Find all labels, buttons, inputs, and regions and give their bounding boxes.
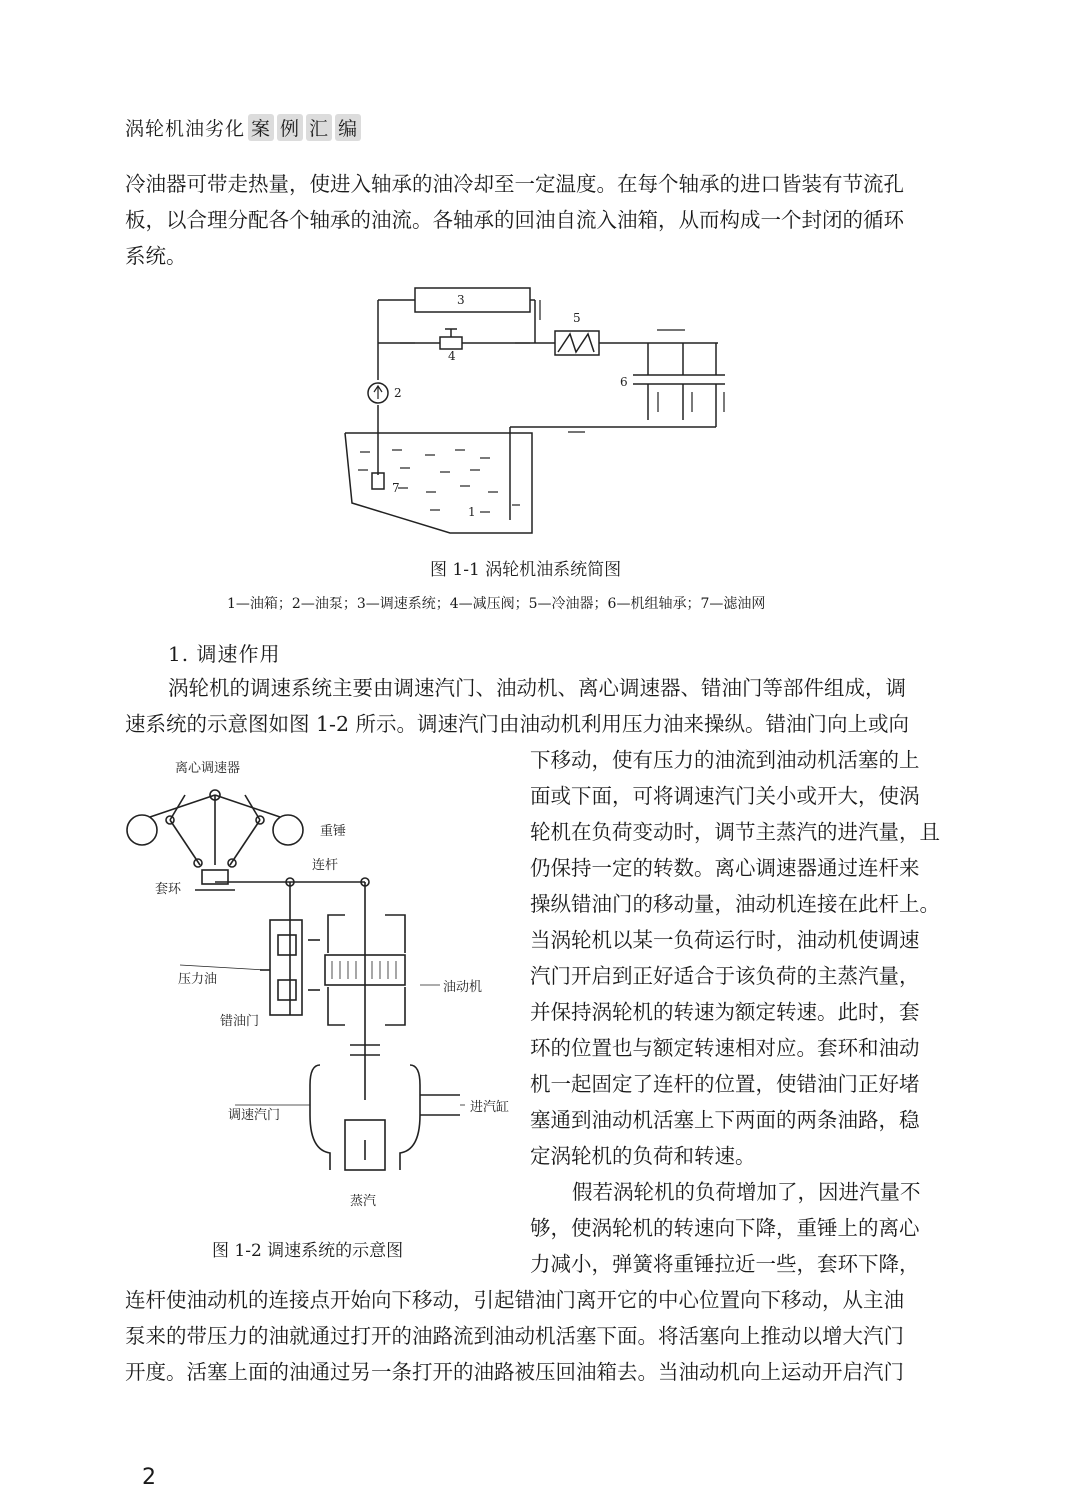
body-line: 机一起固定了连杆的位置，使错油门正好堵 bbox=[530, 1072, 920, 1096]
body-line: 操纵错油门的移动量，油动机连接在此杆上。 bbox=[530, 892, 940, 916]
figure-oil-system-diagram bbox=[330, 280, 750, 545]
label-weight: 重锤 bbox=[320, 824, 347, 839]
label-steam: 蒸汽 bbox=[350, 1194, 377, 1209]
oil-tank bbox=[345, 433, 532, 533]
book-title-boxed-char: 汇 bbox=[306, 114, 332, 141]
book-title-boxed-char: 编 bbox=[335, 114, 361, 141]
governor-box bbox=[415, 288, 530, 312]
intro-line: 系统。 bbox=[125, 244, 187, 268]
page-number: 2 bbox=[142, 1465, 156, 1490]
body-line: 下移动，使有压力的油流到油动机活塞的上 bbox=[530, 748, 920, 772]
label-link: 连杆 bbox=[312, 858, 339, 873]
intro-line: 冷油器可带走热量，使进入轴承的油冷却至一定温度。在每个轴承的进口皆装有节流孔 bbox=[125, 172, 904, 196]
oil-filter bbox=[372, 473, 384, 489]
body-line: 够，使涡轮机的转速向下降，重锤上的离心 bbox=[530, 1216, 920, 1240]
figure1-label-6: 6 bbox=[620, 375, 628, 389]
figure1-label-2: 2 bbox=[394, 386, 402, 400]
body-line: 当涡轮机以某一负荷运行时，油动机使调速 bbox=[530, 928, 920, 952]
body-line: 轮机在负荷变动时，调节主蒸汽的进汽量，且 bbox=[530, 820, 940, 844]
label-servo: 油动机 bbox=[443, 980, 483, 995]
book-title: 涡轮机油劣化 bbox=[125, 118, 246, 140]
figure1-legend: 1—油箱；2—油泵；3—调速系统；4—减压阀；5—冷油器；6—机组轴承；7—滤油网 bbox=[227, 596, 766, 612]
label-collar: 套环 bbox=[155, 882, 182, 897]
body-line: 泵来的带压力的油就通过打开的油路流到油动机活塞下面。将活塞向上推动以增大汽门 bbox=[125, 1324, 904, 1348]
label-pilot-valve: 错油门 bbox=[220, 1014, 260, 1029]
figure1-label-5: 5 bbox=[573, 311, 581, 325]
figure1-caption: 图 1-1 涡轮机油系统简图 bbox=[430, 560, 622, 580]
label-pressure-oil: 压力油 bbox=[178, 972, 218, 987]
body-line: 汽门开启到正好适合于该负荷的主蒸汽量， bbox=[530, 964, 920, 988]
body-line: 环的位置也与额定转速相对应。套环和油动 bbox=[530, 1036, 920, 1060]
body-line: 塞通到油动机活塞上下两面的两条油路，稳 bbox=[530, 1108, 920, 1132]
figure-governing-system-diagram bbox=[120, 755, 520, 1215]
body-line: 定涡轮机的负荷和转速。 bbox=[530, 1144, 756, 1168]
body-line: 速系统的示意图如图 1-2 所示。调速汽门由油动机利用压力油来操纵。错油门向上或向 bbox=[125, 712, 910, 736]
book-title-boxed-char: 例 bbox=[277, 114, 303, 141]
figure2-caption: 图 1-2 调速系统的示意图 bbox=[212, 1241, 404, 1261]
figure1-label-1: 1 bbox=[468, 505, 476, 519]
label-control-valve: 调速汽门 bbox=[228, 1108, 281, 1123]
body-line: 并保持涡轮机的转速为额定转速。此时，套 bbox=[530, 1000, 920, 1024]
label-governor: 离心调速器 bbox=[175, 761, 241, 776]
label-inlet: 进汽缸 bbox=[470, 1100, 510, 1115]
reducing-valve bbox=[440, 337, 462, 349]
figure1-label-4: 4 bbox=[448, 349, 456, 363]
running-head bbox=[125, 114, 361, 141]
intro-line: 板，以合理分配各个轴承的油流。各轴承的回油自流入油箱，从而构成一个封闭的循环 bbox=[125, 208, 904, 232]
section-heading: 1. 调速作用 bbox=[168, 642, 281, 666]
book-title-boxed-char: 案 bbox=[248, 114, 274, 141]
body-line: 涡轮机的调速系统主要由调速汽门、油动机、离心调速器、错油门等部件组成，调 bbox=[168, 676, 906, 700]
weight-left bbox=[127, 815, 157, 845]
figure1-label-7: 7 bbox=[392, 481, 400, 495]
body-line: 开度。活塞上面的油通过另一条打开的油路被压回油箱去。当油动机向上运动开启汽门 bbox=[125, 1360, 904, 1384]
body-line: 面或下面，可将调速汽门关小或开大，使涡 bbox=[530, 784, 920, 808]
body-line: 连杆使油动机的连接点开始向下移动，引起错油门离开它的中心位置向下移动，从主油 bbox=[125, 1288, 904, 1312]
body-line: 仍保持一定的转数。离心调速器通过连杆来 bbox=[530, 856, 920, 880]
weight-right bbox=[273, 815, 303, 845]
body-line: 力减小，弹簧将重锤拉近一些，套环下降， bbox=[530, 1252, 920, 1276]
body-line: 假若涡轮机的负荷增加了，因进汽量不 bbox=[572, 1180, 921, 1204]
figure1-label-3: 3 bbox=[457, 293, 465, 307]
